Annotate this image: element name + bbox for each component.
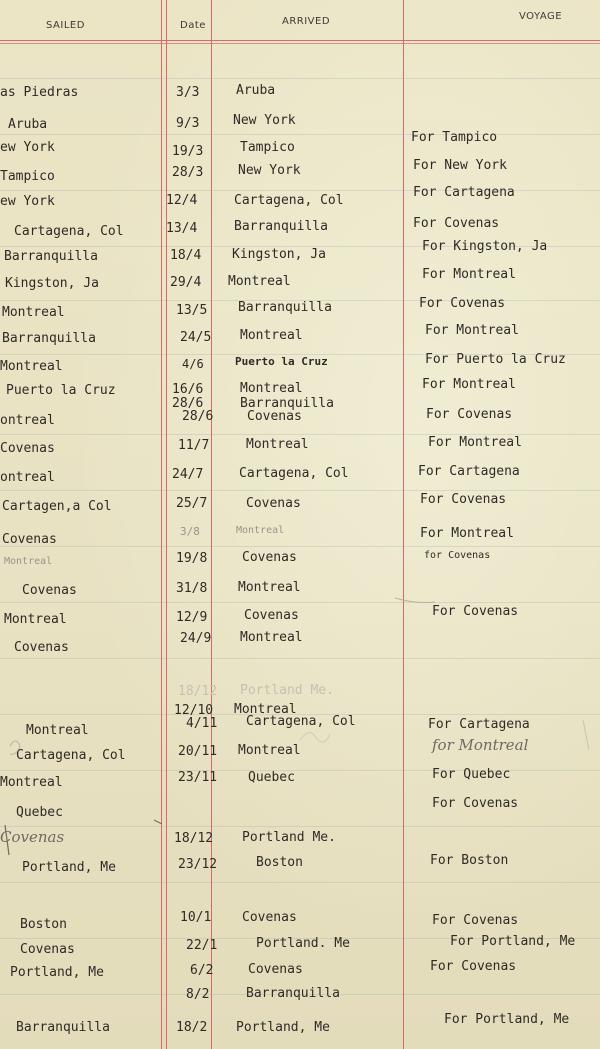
cell-voyage: For New York [413, 158, 507, 173]
cell-sailed: Boston [20, 917, 67, 932]
cell-arrived: New York [238, 163, 301, 178]
cell-date: 12/9 [176, 610, 208, 625]
cell-date: 13/4 [166, 221, 198, 236]
cell-date: 29/4 [170, 275, 202, 290]
cell-voyage: For Cartagena [418, 464, 520, 479]
cell-arrived: Covenas [242, 910, 297, 925]
cell-date: 9/3 [176, 116, 200, 131]
pencil-mark [395, 598, 435, 603]
cell-arrived: Cartagena, Col [234, 193, 344, 208]
cell-arrived: Tampico [240, 140, 295, 155]
cell-sailed: Puerto la Cruz [6, 383, 116, 398]
cell-date: 28/6 [172, 396, 204, 411]
cell-sailed: Covenas [14, 640, 69, 655]
cell-voyage: For Montreal [420, 526, 514, 541]
cell-voyage: For Cartagena [413, 185, 515, 200]
cell-voyage: For Portland, Me [444, 1012, 570, 1027]
cell-arrived: Portland Me. [242, 830, 336, 845]
cell-voyage: For Covenas [432, 913, 519, 928]
cell-arrived: Barranquilla [234, 219, 328, 234]
cell-voyage: For Portland, Me [450, 934, 576, 949]
cell-voyage: For Covenas [413, 216, 500, 231]
pencil-mark [10, 741, 20, 754]
pencil-mark [583, 720, 589, 750]
cell-voyage: For Boston [430, 853, 509, 868]
cell-sailed: Barranquilla [2, 331, 96, 346]
cell-voyage: For Cartagena [428, 717, 530, 732]
cell-arrived: Cartagena, Col [239, 466, 349, 481]
cell-voyage: For Montreal [422, 267, 516, 282]
cell-arrived: Barranquilla [246, 986, 340, 1001]
cell-voyage: For Covenas [419, 296, 506, 311]
cell-date: 4/6 [182, 357, 204, 371]
cell-date: 16/6 [172, 382, 204, 397]
cell-sailed: Montreal [4, 556, 53, 567]
cell-arrived: Montreal [240, 630, 303, 645]
cell-date: 18/12 [174, 831, 214, 846]
cell-sailed: Montreal [4, 612, 67, 627]
cell-date: 23/12 [178, 857, 218, 872]
cell-voyage: For Covenas [430, 959, 517, 974]
cell-date: 19/3 [172, 144, 204, 159]
cell-sailed: Covenas [20, 942, 75, 957]
cell-voyage: for Covenas [424, 550, 491, 561]
cell-sailed: Covenas [0, 441, 55, 456]
cell-arrived: Kingston, Ja [232, 247, 326, 262]
cell-date: 12/10 [174, 703, 214, 718]
cell-arrived: Portland. Me [256, 936, 350, 951]
cell-sailed: Montreal [2, 305, 65, 320]
cell-sailed: Kingston, Ja [5, 276, 99, 291]
cell-sailed: Montreal [26, 723, 89, 738]
cell-voyage: For Montreal [428, 435, 522, 450]
header-date: Date [180, 20, 206, 31]
cell-date: 31/8 [176, 581, 208, 596]
cell-voyage: For Covenas [420, 492, 507, 507]
cell-sailed: Portland, Me [10, 965, 104, 980]
cell-arrived: Barranquilla [238, 300, 332, 315]
cell-sailed: Montreal [0, 775, 63, 790]
pencil-mark [300, 732, 330, 742]
cell-arrived: Covenas [248, 962, 303, 977]
cell-date: 11/7 [178, 438, 210, 453]
cell-date: 28/3 [172, 165, 204, 180]
cell-sailed: Cartagena, Col [16, 748, 126, 763]
cell-date: 22/1 [186, 938, 218, 953]
cell-voyage: For Quebec [432, 767, 511, 782]
header-sailed: SAILED [46, 20, 85, 31]
cell-sailed: ew York [0, 194, 55, 209]
cell-voyage: For Covenas [432, 796, 519, 811]
cell-date: 13/5 [176, 303, 208, 318]
cell-arrived: Montreal [236, 525, 285, 536]
cell-arrived: Boston [256, 855, 303, 870]
cell-arrived: Montreal [238, 580, 301, 595]
cell-date: 18/2 [176, 1020, 208, 1035]
cell-arrived: Covenas [242, 550, 297, 565]
cell-arrived: Covenas [244, 608, 299, 623]
cell-voyage: for Montreal [432, 736, 529, 754]
pencil-mark [5, 825, 9, 855]
cell-arrived: Cartagena, Col [246, 714, 356, 729]
cell-date: 12/4 [166, 193, 198, 208]
cell-date: 24/7 [172, 467, 204, 482]
cell-date: 3/8 [180, 525, 200, 538]
header-arrived: ARRIVED [282, 16, 331, 27]
cell-date: 18/4 [170, 248, 202, 263]
cell-date: 3/3 [176, 85, 200, 100]
cell-sailed: ontreal [0, 470, 55, 485]
cell-sailed: Quebec [16, 805, 63, 820]
cell-arrived: Barranquilla [240, 396, 334, 411]
cell-arrived: Puerto la Cruz [235, 355, 328, 368]
cell-arrived: Quebec [248, 770, 295, 785]
cell-arrived: Montreal [238, 743, 301, 758]
header-voyage: VOYAGE [519, 11, 563, 22]
cell-voyage: For Montreal [425, 323, 519, 338]
cell-sailed: Cartagen,a Col [2, 499, 112, 514]
cell-voyage: For Kingston, Ja [422, 239, 548, 254]
cell-date: 23/11 [178, 770, 218, 785]
cell-voyage: For Tampico [411, 130, 498, 145]
cell-sailed: Covenas [0, 828, 65, 846]
pencil-mark [154, 820, 162, 824]
cell-date: 24/9 [180, 631, 212, 646]
cell-date: 10/1 [180, 910, 212, 925]
cell-date: 28/6 [182, 409, 214, 424]
cell-arrived: Montreal [228, 274, 291, 289]
cell-sailed: Aruba [8, 117, 48, 132]
cell-arrived: Aruba [236, 83, 276, 98]
cell-sailed: Barranquilla [16, 1020, 110, 1035]
cell-arrived: Covenas [246, 496, 301, 511]
cell-arrived: Portland Me. [240, 683, 334, 698]
cell-sailed: Tampico [0, 169, 55, 184]
cell-date: 20/11 [178, 744, 218, 759]
cell-sailed: Portland, Me [22, 860, 116, 875]
cell-sailed: as Piedras [0, 85, 79, 100]
cell-date: 8/2 [186, 987, 210, 1002]
cell-sailed: ew York [0, 140, 55, 155]
cell-sailed: ontreal [0, 413, 55, 428]
cell-date: 24/5 [180, 330, 212, 345]
cell-voyage: For Covenas [432, 604, 519, 619]
cell-sailed: Barranquilla [4, 249, 98, 264]
cell-voyage: For Covenas [426, 407, 513, 422]
cell-date: 25/7 [176, 496, 208, 511]
cell-arrived: Montreal [246, 437, 309, 452]
cell-arrived: Portland, Me [236, 1020, 330, 1035]
cell-voyage: For Montreal [422, 377, 516, 392]
cell-sailed: Montreal [0, 359, 63, 374]
cell-arrived: Covenas [247, 409, 302, 424]
cell-arrived: New York [233, 113, 296, 128]
cell-arrived: Montreal [234, 702, 297, 717]
cell-sailed: Cartagena, Col [14, 224, 124, 239]
cell-voyage: For Puerto la Cruz [425, 352, 566, 367]
cell-sailed: Covenas [22, 583, 77, 598]
cell-sailed: Covenas [2, 532, 57, 547]
cell-date: 18/12 [178, 684, 218, 699]
cell-arrived: Montreal [240, 328, 303, 343]
cell-date: 4/11 [186, 716, 218, 731]
cell-date: 6/2 [190, 963, 214, 978]
cell-arrived: Montreal [240, 381, 303, 396]
cell-date: 19/8 [176, 551, 208, 566]
